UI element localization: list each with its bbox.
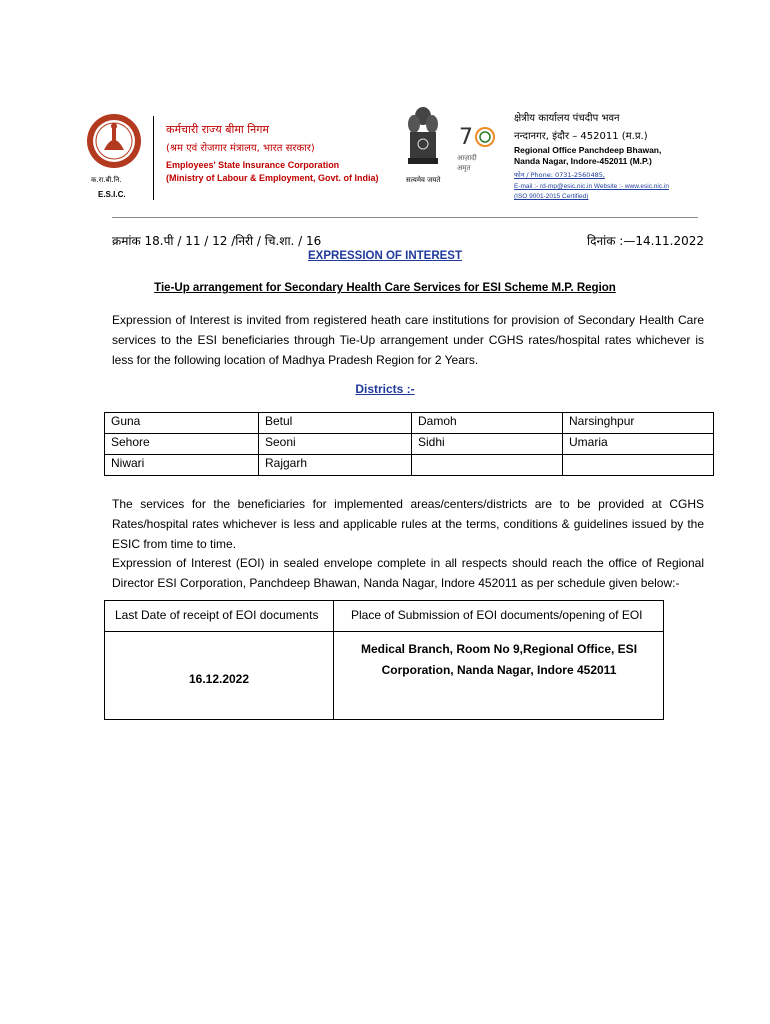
schedule-header-place: Place of Submission of EOI documents/opening of EOI	[351, 608, 643, 622]
table-cell: Sehore	[105, 434, 259, 455]
national-emblem-icon	[405, 104, 441, 170]
table-row	[105, 413, 714, 434]
org-name-english: Employees' State Insurance Corporation	[166, 160, 340, 170]
districts-table	[104, 412, 714, 476]
reference-date: दिनांक :—14.11.2022	[587, 234, 705, 248]
table-cell: Umaria	[563, 434, 714, 455]
svg-text:आज़ादी: आज़ादी	[457, 154, 477, 162]
schedule-header-last-date: Last Date of receipt of EOI documents	[115, 608, 319, 622]
iso-certification: (ISO 9001-2015 Certified)	[514, 193, 589, 200]
schedule-table	[104, 600, 664, 720]
submission-paragraph: Expression of Interest (EOI) in sealed envelope complete in all respects should reach the office of Regional Director ESI Corporation, Panchdeep Bhawan, Nanda Nagar, Indore 452011 as per schedule given below:-	[112, 556, 704, 590]
table-cell	[563, 455, 714, 476]
emblem-motto: सत्यमेव जयते	[406, 176, 441, 184]
schedule-place: Medical Branch, Room No 9,Regional Office, ESI Corporation, Nanda Nagar, Indore 452011	[360, 642, 638, 677]
ministry-hindi: (श्रम एवं रोजगार मंत्रालय, भारत सरकार)	[166, 143, 315, 154]
table-cell: Niwari	[105, 455, 259, 476]
table-cell: Rajgarh	[259, 455, 412, 476]
document-subject: Tie-Up arrangement for Secondary Health Care Services for ESI Scheme M.P. Region	[154, 282, 616, 294]
table-cell: Damoh	[412, 413, 563, 434]
table-row	[105, 434, 714, 455]
table-cell: Betul	[259, 413, 412, 434]
table-cell: Sidhi	[412, 434, 563, 455]
header-rule	[112, 217, 698, 218]
regional-office-english-line2: Nanda Nagar, Indore-452011 (M.P.)	[514, 156, 652, 166]
regional-office-hindi-line1: क्षेत्रीय कार्यालय पंचदीप भवन	[514, 113, 620, 124]
document-title: EXPRESSION OF INTEREST	[308, 250, 462, 262]
services-paragraph: The services for the beneficiaries for implemented areas/centers/districts are to be provided at CGHS Rates/hospital rates whichever is less and applicable rules at the terms, conditions & guidelines issued by the ESIC from time to time.	[112, 497, 704, 551]
table-cell: Guna	[105, 413, 259, 434]
table-cell: Seoni	[259, 434, 412, 455]
svg-text:अमृत: अमृत	[457, 164, 471, 172]
ministry-english: (Ministry of Labour & Employment, Govt. of India)	[166, 173, 379, 183]
esic-eng-abbr: E.S.I.C.	[98, 190, 126, 199]
table-row	[105, 455, 714, 476]
regional-office-english-line1: Regional Office Panchdeep Bhawan,	[514, 145, 662, 155]
azadi-amrit-mahotsav-logo	[455, 122, 505, 178]
intro-paragraph: Expression of Interest is invited from registered heath care institutions for provision of Secondary Health Care services to the ESI beneficiaries through Tie-Up arrangement under CGHS rates/hospital rates whichever is less for the following location of Madhya Pradesh Region for 2 Years.	[112, 313, 704, 367]
esic-hindi-abbr: क.रा.बी.नि.	[91, 176, 122, 184]
reference-number: क्रमांक 18.पी / 11 / 12 /निरी / चि.शा. / 16	[112, 234, 322, 248]
table-cell: Narsinghpur	[563, 413, 714, 434]
header-divider	[153, 116, 154, 200]
schedule-row-divider	[105, 631, 663, 632]
office-phone: फोन / Phone: 0731-2560485,	[514, 171, 605, 179]
org-name-hindi: कर्मचारी राज्य बीमा निगम	[166, 123, 269, 136]
table-cell	[412, 455, 563, 476]
districts-heading: Districts :-	[355, 382, 415, 396]
svg-text:7: 7	[459, 125, 473, 150]
schedule-last-date: 16.12.2022	[188, 672, 250, 686]
esic-logo-icon	[82, 112, 146, 170]
regional-office-hindi-line2: नन्दानगर, इंदौर – 452011 (म.प्र.)	[514, 131, 648, 142]
office-email-website[interactable]: E-mail :- rd-mp@esic.nic.in Website :- www.esic.nic.in	[514, 183, 669, 190]
